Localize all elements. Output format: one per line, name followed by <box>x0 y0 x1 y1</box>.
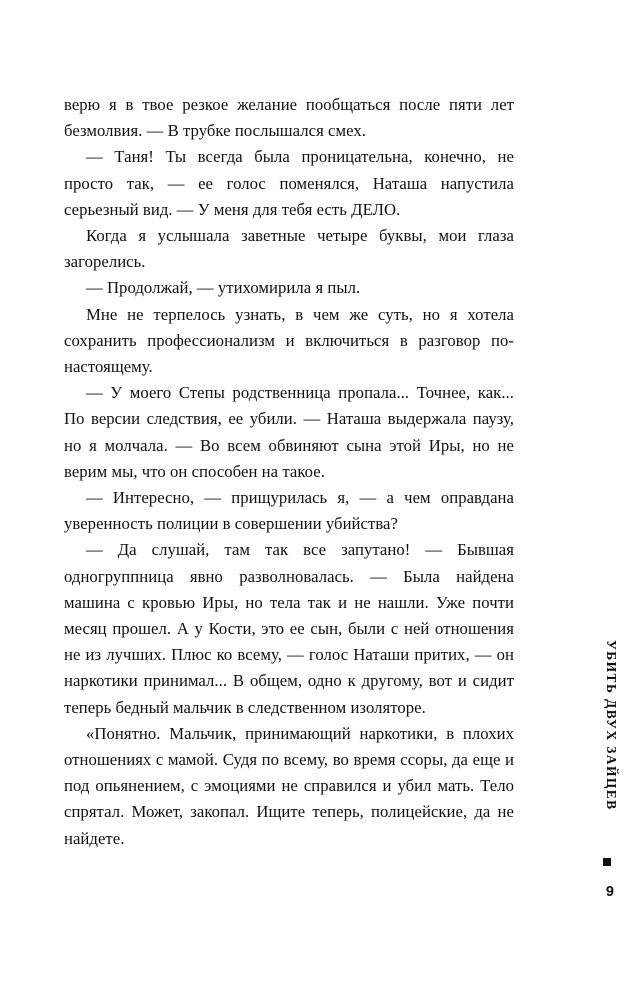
running-title: УБИТЬ ДВУХ ЗАЙЦЕВ <box>604 640 619 811</box>
paragraph: — Продолжай, — утихомирила я пыл. <box>86 278 361 298</box>
paragraph: — Интересно, — прищурилась я, — а чем оправдана уверенность полиции в совершении убийства? <box>64 488 514 534</box>
paragraph: — Таня! Ты всегда была проницательна, конечно, не просто так, — ее голос поменялся, Наташа напустила серьезный вид. — У меня для тебя есть ДЕЛО. <box>64 147 514 219</box>
paragraph: — Да слушай, там так все запутано! — Бывшая одногруппница явно разволновалась. — Была найдена машина с кровью Иры, но тела так и не нашли. Уже почти месяц прошел. А у Кости, это ее сын, были с ней отношения не из лучших. Плюс ко всему, — голос Наташи притих, — он наркотики принимал... В общем, одно к другому, вот и сидит теперь бедный мальчик в следственном изоляторе. <box>64 540 514 717</box>
page-number: 9 <box>605 884 614 900</box>
paragraph: «Понятно. Мальчик, принимающий наркотики, в плохих отношениях с мамой. Судя по всему, во время ссоры, да еще и под опьянением, с эмоциями не справился и убил мать. Тело спрятал. Может, закопал. Ищите теперь, полицейские, да не найдете. <box>64 723 514 848</box>
page-sidebar <box>585 640 619 900</box>
paragraph: верю я в твое резкое желание пообщаться после пяти лет безмолвия. — В трубке послышался смех. <box>64 95 514 141</box>
square-marker-icon <box>603 858 611 866</box>
paragraph: Когда я услышала заветные четыре буквы, мои глаза загорелись. <box>64 226 514 272</box>
page-text-column <box>64 92 514 852</box>
paragraph: — У моего Степы родственница пропала... Точнее, как... По версии следствия, ее убили. — Наташа выдержала паузу, но я молчала. — Во всем обвиняют сына этой Иры, но не верим мы, что он способен на такое. <box>64 383 514 481</box>
paragraph: Мне не терпелось узнать, в чем же суть, но я хотела сохранить профессионализм и включиться в разговор по-настоящему. <box>64 304 514 377</box>
